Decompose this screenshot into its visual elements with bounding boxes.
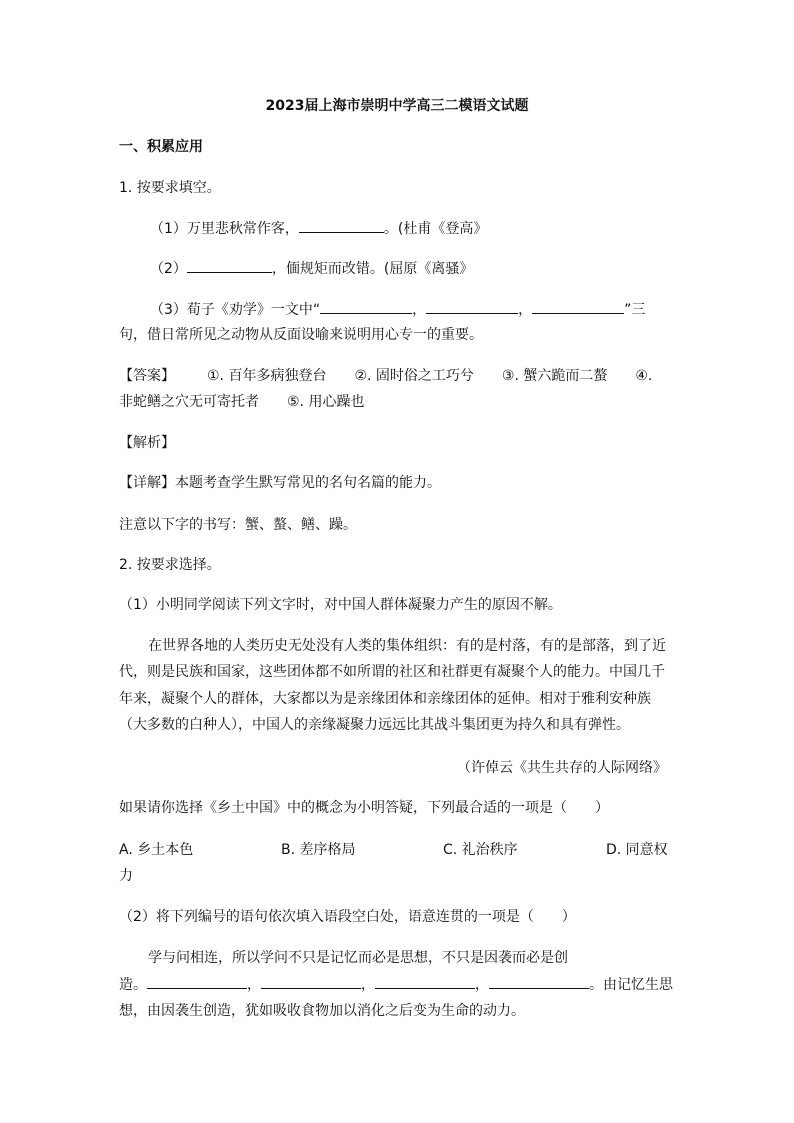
- option-d-cont: 力: [119, 868, 133, 884]
- answer-blank: [261, 974, 361, 989]
- question-2-sub-2: （2）将下列编号的语句依次填入语段空白处，语意连贯的一项是（ ）: [119, 909, 576, 925]
- page-title: 2023届上海市崇明中学高三二模语文试题: [265, 98, 529, 114]
- answer-3: ③. 蟹六跪而二螯: [501, 368, 608, 384]
- item-2-text: ，偭规矩而改错。(屈原《离骚》: [271, 261, 474, 277]
- item-1-source: 。(杜甫《登高》: [383, 221, 488, 237]
- question-1-item-3-cont: 句，借日常所见之动物从反面设喻来说明用心专一的重要。: [119, 327, 483, 343]
- answer-blank: [532, 299, 624, 314]
- question-1-stem: 1. 按要求填空。: [119, 180, 221, 196]
- passage2-line-3: 想，由因袭生创造，犹如吸收食物加以消化之后变为生命的动力。: [119, 1003, 525, 1019]
- analysis-tag: 【解析】: [119, 435, 175, 451]
- answer-row: [119, 366, 652, 386]
- section-heading: 一、积累应用: [119, 139, 203, 155]
- item-1-text: （1）万里悲秋常作客，: [150, 221, 299, 237]
- answer-blank: [489, 974, 589, 989]
- passage2-line-1: 学与问相连，所以学问不只是记忆而必是思想，不只是因袭而必是创: [148, 950, 568, 966]
- answer-blank: [147, 974, 247, 989]
- passage2-text: 。由记忆生思: [589, 977, 673, 993]
- passage2-line-2: [119, 974, 673, 995]
- item-3-text: （3）荀子《劝学》一文中“: [150, 302, 321, 318]
- question-2-1-prompt: 如果请你选择《乡土中国》中的概念为小明答疑，下列最合适的一项是（ ）: [119, 800, 609, 816]
- answer-2: ②. 固时俗之工巧兮: [354, 368, 474, 384]
- comma: ，: [475, 977, 489, 993]
- comma: ，: [361, 977, 375, 993]
- comma: ，: [247, 977, 261, 993]
- passage2-text: 造。: [119, 977, 147, 993]
- answer-blank: [375, 974, 475, 989]
- option-a: A. 乡土本色: [119, 842, 194, 858]
- comma: ，: [518, 302, 533, 318]
- passage-line-1: 在世界各地的人类历史无处没有人类的集体组织：有的是村落，有的是部落，到了近: [148, 638, 666, 654]
- passage-source: （许倬云《共生共存的人际网络》: [457, 760, 667, 776]
- question-1-item-3: [150, 299, 645, 320]
- answer-blank: [320, 299, 412, 314]
- question-1-item-1: [150, 218, 487, 239]
- answer-4-cont: 非蛇鳝之穴无可寄托者: [119, 394, 259, 410]
- answer-5: ⑤. 用心躁也: [287, 394, 365, 410]
- answer-blank: [299, 218, 384, 233]
- answer-row-cont: [119, 392, 364, 412]
- answer-blank: [187, 258, 272, 273]
- question-1-item-2: [150, 258, 473, 279]
- answer-blank: [426, 299, 518, 314]
- answer-tag: 【答案】: [119, 368, 175, 384]
- passage-line-3: 年来，凝聚个人的群体，大家都以为是亲缘团体和亲缘团体的延伸。相对于雅利安种族: [119, 691, 651, 707]
- passage-line-4: （大多数的白种人），中国人的亲缘凝聚力远远比其战斗集团更为持久和具有弹性。: [119, 717, 630, 733]
- question-2-sub-1: （1）小明同学阅读下列文字时，对中国人群体凝聚力产生的原因不解。: [119, 597, 562, 613]
- answer-4: ④.: [635, 368, 653, 384]
- item-2-number: （2）: [150, 261, 187, 277]
- answer-1: ①. 百年多病独登台: [207, 368, 327, 384]
- comma: ，: [412, 302, 427, 318]
- detail-text: 【详解】本题考查学生默写常见的名句名篇的能力。: [119, 475, 441, 491]
- passage-line-2: 代，则是民族和国家，这些团体都不如所谓的社区和社群更有凝聚个人的能力。中国几千: [119, 664, 665, 680]
- option-d: D. 同意权: [606, 842, 668, 858]
- question-2-stem: 2. 按要求选择。: [119, 557, 221, 573]
- note-text: 注意以下字的书写：蟹、螯、鳝、躁。: [119, 517, 357, 533]
- item-3-tail: ”三: [624, 302, 646, 318]
- option-b: B. 差序格局: [281, 842, 356, 858]
- option-c: C. 礼治秩序: [443, 842, 518, 858]
